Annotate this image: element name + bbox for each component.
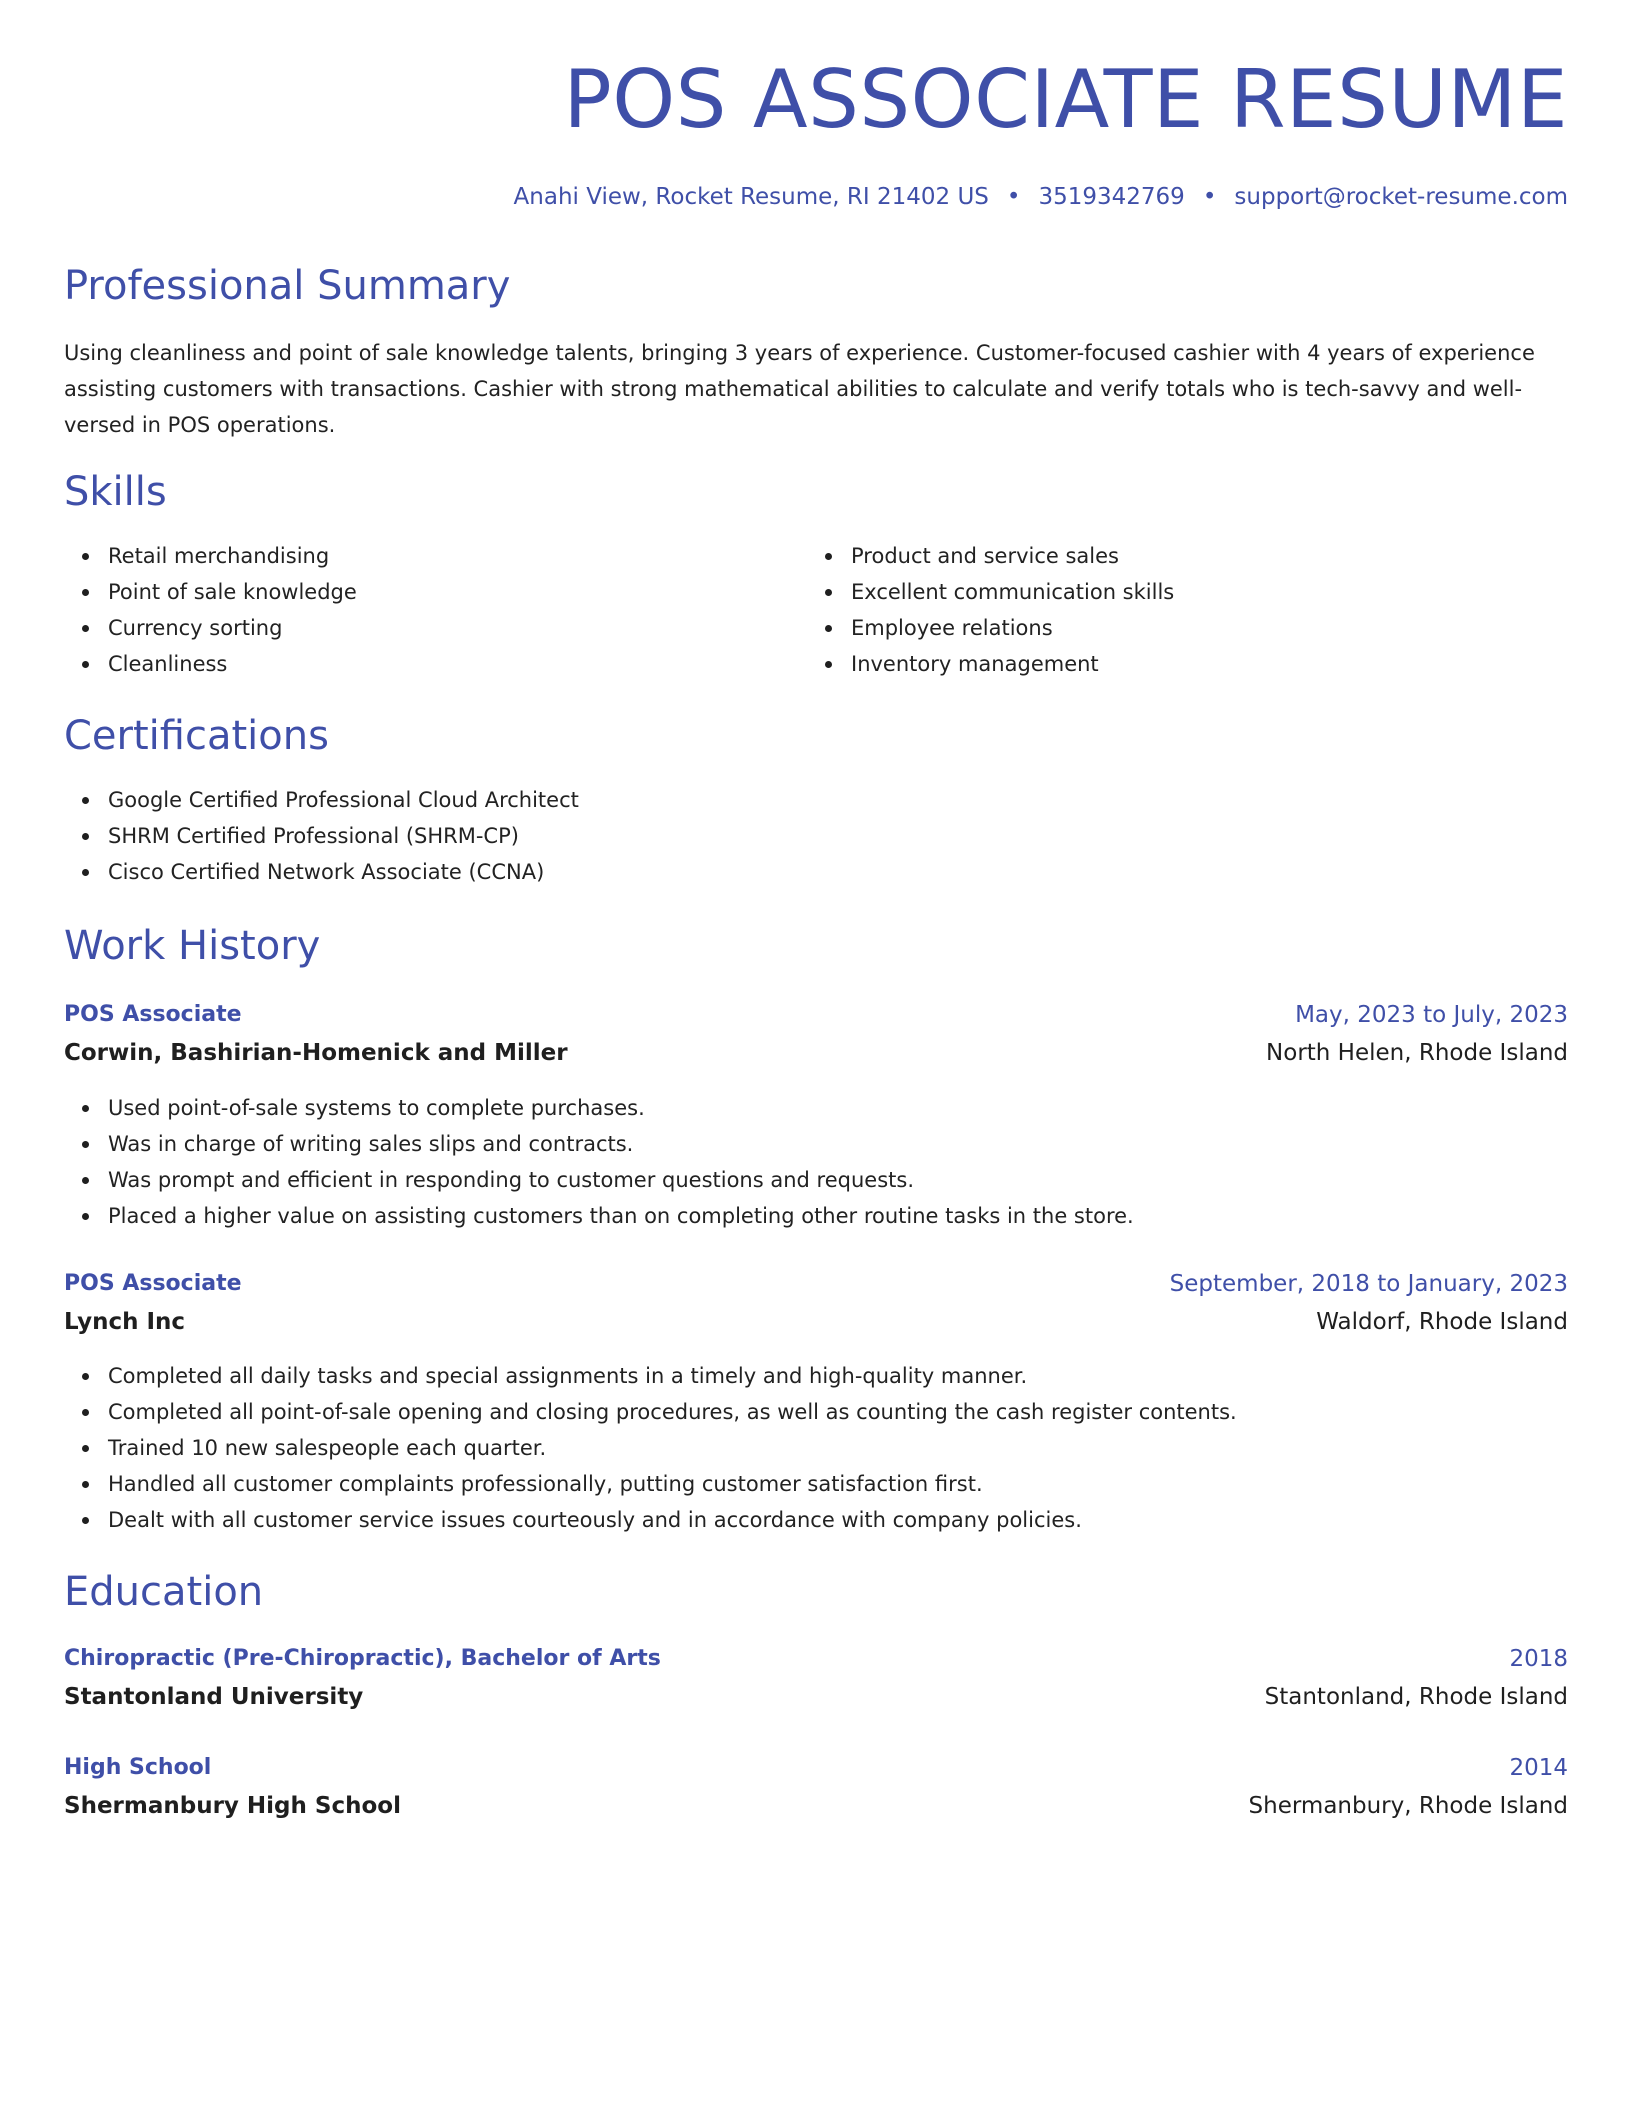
job-bullet: Completed all daily tasks and special assignments in a timely and high-quality manner.	[108, 1358, 1237, 1394]
job-dates: September, 2018 to January, 2023	[1169, 1271, 1568, 1297]
job-bullet: Was prompt and efficient in responding to customer questions and requests.	[108, 1162, 1134, 1198]
job-dates: May, 2023 to July, 2023	[1295, 1002, 1568, 1028]
contact-address: Anahi View, Rocket Resume, RI 21402 US	[513, 184, 989, 210]
skills-heading: Skills	[64, 469, 167, 515]
contact-separator: •	[1202, 184, 1217, 210]
certification-item: Cisco Certified Network Associate (CCNA)	[108, 854, 579, 890]
skill-item: Employee relations	[851, 610, 1174, 646]
contact-line	[514, 181, 1568, 213]
job-bullet: Trained 10 new salespeople each quarter.	[108, 1430, 1237, 1466]
education-year: 2018	[1509, 1646, 1568, 1672]
job-company: Corwin, Bashirian-Homenick and Miller	[64, 1040, 568, 1066]
skill-item: Cleanliness	[108, 646, 357, 682]
skill-item: Excellent communication skills	[851, 574, 1174, 610]
job-subheader	[64, 1035, 1568, 1071]
skills-list-right	[807, 538, 1174, 682]
job-bullet: Placed a higher value on assisting customers than on completing other routine tasks in the store.	[108, 1198, 1134, 1234]
skill-item: Point of sale knowledge	[108, 574, 357, 610]
skill-item: Inventory management	[851, 646, 1174, 682]
job-title: POS Associate	[64, 1002, 242, 1027]
job-bullet: Handled all customer complaints professionally, putting customer satisfaction first.	[108, 1466, 1237, 1502]
work-history-heading: Work History	[64, 923, 321, 969]
skill-item: Product and service sales	[851, 538, 1174, 574]
skill-item: Currency sorting	[108, 610, 357, 646]
job-location: Waldorf, Rhode Island	[1316, 1309, 1568, 1335]
job-bullets	[64, 1358, 1237, 1538]
summary-heading: Professional Summary	[64, 263, 511, 309]
contact-phone: 3519342769	[1038, 184, 1185, 210]
contact-separator: •	[1006, 184, 1021, 210]
job-bullets	[64, 1090, 1134, 1234]
certification-item: SHRM Certified Professional (SHRM-CP)	[108, 818, 579, 854]
certifications-heading: Certifications	[64, 713, 329, 759]
skills-list-left	[64, 538, 357, 682]
education-degree: Chiropractic (Pre-Chiropractic), Bachelor of Arts	[64, 1646, 661, 1671]
education-school: Shermanbury High School	[64, 1793, 401, 1819]
certifications-list	[64, 782, 579, 890]
education-location: Shermanbury, Rhode Island	[1248, 1793, 1568, 1819]
certification-item: Google Certified Professional Cloud Architect	[108, 782, 579, 818]
education-location: Stantonland, Rhode Island	[1264, 1684, 1568, 1710]
job-bullet: Used point-of-sale systems to complete purchases.	[108, 1090, 1134, 1126]
education-header	[64, 1641, 1568, 1677]
resume-title: POS ASSOCIATE RESUME	[563, 53, 1568, 146]
job-title: POS Associate	[64, 1271, 242, 1296]
job-bullet: Completed all point-of-sale opening and closing procedures, as well as counting the cash register contents.	[108, 1394, 1237, 1430]
education-heading: Education	[64, 1569, 264, 1615]
education-degree: High School	[64, 1755, 212, 1780]
education-school: Stantonland University	[64, 1684, 364, 1710]
job-header	[64, 1266, 1568, 1302]
education-subheader	[64, 1679, 1568, 1715]
education-subheader	[64, 1788, 1568, 1824]
job-location: North Helen, Rhode Island	[1266, 1040, 1568, 1066]
job-bullet: Dealt with all customer service issues courteously and in accordance with company policies.	[108, 1502, 1237, 1538]
contact-email[interactable]: support@rocket-resume.com	[1234, 184, 1568, 210]
summary-text: Using cleanliness and point of sale knowledge talents, bringing 3 years of experience. Customer-focused cashier with 4 years of experience assisting customers with transactions. Cashier with strong mathematical abilities to calculate and verify totals who is tech-savvy and well-versed in POS operations.	[64, 341, 1535, 437]
job-company: Lynch Inc	[64, 1309, 186, 1335]
skill-item: Retail merchandising	[108, 538, 357, 574]
education-year: 2014	[1509, 1755, 1568, 1781]
education-header	[64, 1750, 1568, 1786]
job-header	[64, 997, 1568, 1033]
job-bullet: Was in charge of writing sales slips and contracts.	[108, 1126, 1134, 1162]
job-subheader	[64, 1304, 1568, 1340]
